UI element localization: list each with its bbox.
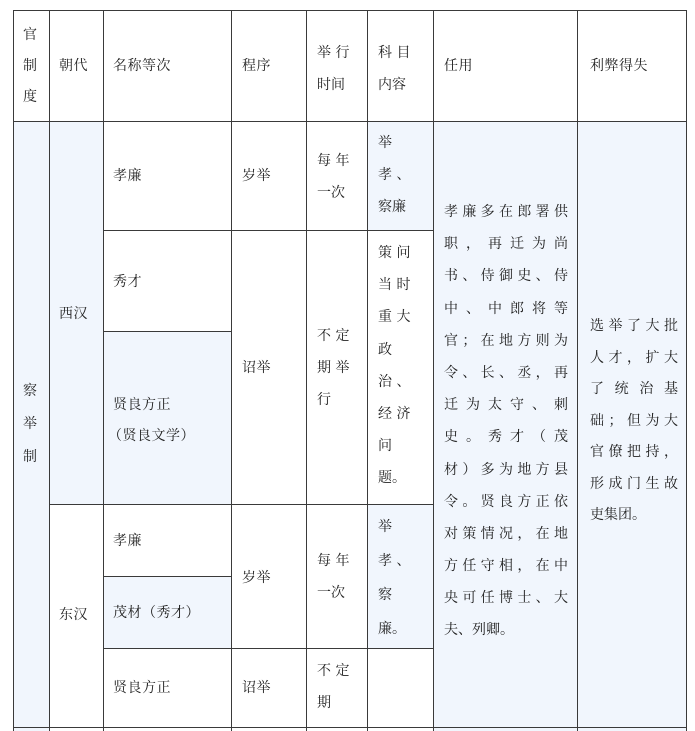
time-dh-zhaoju: 不 定 期 [317, 663, 350, 711]
libi-line: 吏集团。 [590, 507, 646, 523]
procedure-dh-suiju: 岁举 [242, 570, 271, 586]
name-xh-xiaolian: 孝廉 [113, 168, 142, 184]
grid-hline [103, 648, 434, 649]
name-xh-xiucai: 秀才 [113, 274, 142, 290]
renyong-line: 材）多为地方县 [444, 461, 568, 478]
time-xh-suiju: 每 年 一次 [317, 153, 350, 201]
renyong-line: 迁 为 太 守 、 刺 [444, 397, 568, 414]
libi-line: 人才，扩大 [590, 349, 678, 366]
name-dh-xianliang: 贤良方正 [113, 680, 171, 696]
dynasty-donghan: 东汉 [59, 607, 88, 623]
renyong-line: 职 ， 再 迁 为 尚 [444, 236, 568, 253]
renyong-line: 官；在地方则为 [444, 332, 568, 349]
renyong-line: 央可任博士、大 [444, 590, 568, 607]
libi-line: 官僚把持， [590, 444, 678, 460]
renyong-line: 夫、列卿。 [444, 622, 514, 639]
procedure-xh-suiju: 岁举 [242, 168, 271, 184]
header-renyong: 任用 [444, 58, 473, 74]
dynasty-xihan: 西汉 [59, 306, 88, 322]
time-xh-zhaoju: 不 定 期 举 行 [317, 328, 350, 408]
grid-hline-header [13, 121, 687, 122]
renyong-line: 对策情况，在地 [444, 525, 568, 542]
grid-vline [103, 10, 104, 731]
header-libideshi: 利弊得失 [590, 58, 648, 74]
renyong-text [444, 196, 568, 647]
content-xh-xiaolian: 举 孝 、 察廉 [378, 135, 411, 215]
libi-line: 形成门生故 [590, 475, 678, 492]
name-xh-xianliang-alt: （贤良文学） [108, 428, 195, 444]
libi-line: 选举了大批 [590, 318, 678, 334]
grid-hline [103, 230, 434, 231]
time-dh-suiju: 每 年 一次 [317, 553, 350, 601]
name-dh-maocai: 茂材（秀才） [113, 605, 200, 621]
libi-line: 础；但为大 [590, 412, 678, 429]
renyong-line: 令。贤良方正依 [444, 493, 568, 510]
renyong-line: 令、长、丞，再 [444, 364, 568, 381]
grid-vline [433, 10, 434, 731]
renyong-line: 中 、 中 郎 将 等 [444, 300, 568, 317]
grid-hline [49, 504, 434, 505]
renyong-line: 书、侍御史、侍 [444, 268, 568, 285]
grid-vline [49, 10, 50, 731]
grid-hline-top [13, 10, 687, 11]
header-chaodai: 朝代 [59, 58, 88, 74]
cell-xihan-name-bg [103, 332, 231, 504]
header-kemuneirong: 科 目 内容 [378, 45, 411, 93]
grid-vline [13, 10, 14, 731]
header-juxingshijian: 举 行 时间 [317, 45, 350, 93]
content-xh-zhaoju: 策 问 当 时 重 大 政 治 、 经 济 问 题。 [378, 245, 411, 487]
grid-hline [103, 576, 231, 577]
libi-line: 了 统 治 基 [590, 381, 678, 397]
name-dh-xiaolian: 孝廉 [113, 533, 142, 549]
content-dh-xiaolian: 举 孝 、 察 廉。 [378, 519, 411, 637]
grid-vline [231, 10, 232, 731]
system-chajuzhi: 察 举 制 [23, 383, 37, 465]
renyong-line: 方任守相，在中 [444, 558, 568, 575]
renyong-line: 史 。 秀 才 （ 茂 [444, 429, 568, 446]
grid-vline [306, 10, 307, 731]
procedure-xh-zhaoju: 诏举 [242, 360, 271, 376]
procedure-dh-zhaoju: 诏举 [242, 680, 271, 696]
grid-vline [367, 10, 368, 731]
header-mingcheng: 名称等次 [113, 58, 171, 74]
renyong-line: 孝廉多在郎署供 [444, 204, 568, 220]
header-chengxu: 程序 [242, 58, 271, 74]
grid-vline [686, 10, 687, 731]
name-xh-xianliang: 贤良方正 [113, 397, 171, 413]
grid-hline [103, 331, 231, 332]
grid-vline [577, 10, 578, 731]
grid-hline-bottom [13, 727, 687, 728]
libi-text [590, 311, 678, 532]
header-guanzhidu: 官 制 度 [23, 27, 37, 105]
